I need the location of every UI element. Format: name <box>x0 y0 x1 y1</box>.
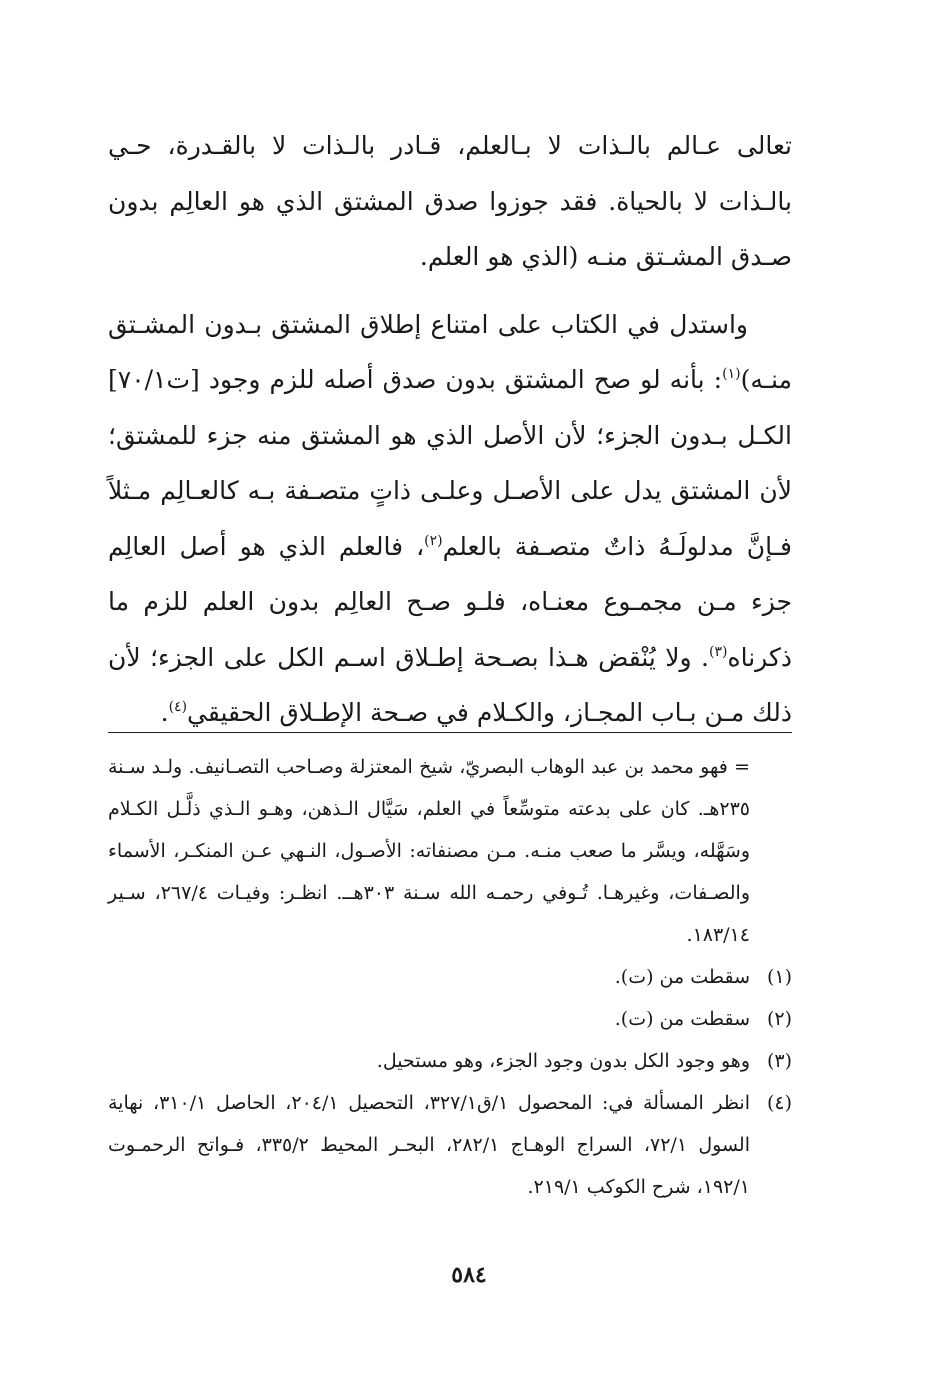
footnote-number: (٤) <box>766 1092 792 1114</box>
footnote-ref-3[interactable]: (٣) <box>709 643 728 660</box>
paragraph-2-text-b: : بأنه لو صح المشتق بدون صدق أصله للزم وجود [ت٧٠/١] الكـل بـدون الجزء؛ لأن الأصل الذي هو المشتق منه جزء للمشتق؛ لأن المشتق يدل على الأصـل وعلـى ذاتٍ متصـفة بـه كالعـالِم مـثلاً فـإنَّ مدلولَـهُ ذاتٌ متصـفة بالعلم <box>108 365 793 561</box>
footnote-4 <box>108 1082 792 1208</box>
paragraph-1 <box>108 118 792 285</box>
paragraph-2-text-a: واستدل في الكتاب على امتناع إطلاق المشتق بـدون المشـتق منـه) <box>108 309 792 394</box>
footnote-continuation: = فهو محمد بن عبد الوهاب البصريّ، شيخ المعتزلة وصـاحب التصـانيف. ولـد سـنة ٢٣٥هـ. كان على بدعته متوسِّعاً في العلم، سَيَّال الـذهن، وهـو الـذي ذلَّـل الكـلام وسَهَّله، ويسَّر ما صعب منـه. مـن مصنفاته: الأصـول، النـهي عـن المنكـر، الأسماء والصـفات، وغيرهـا. تُـوفي رحمـه الله سـنة ٣٠٣هــ. انظـر: وفيـات ٢٦٧/٤، سـير ١٨٣/١٤. <box>108 756 751 946</box>
footnote-text: انظر المسألة في: المحصول ١/ق٣٢٧/١، التحصيل ٢٠٤/١، الحاصل ٣١٠/١، نهاية السول ٧٢/١، السراج الوهـاج ٢٨٢/١، البحـر المحيط ٣٣٥/٢، فـواتح الرحمـوت ١٩٢/١، شرح الكوكب ٢١٩/١. <box>108 1092 751 1198</box>
paragraph-2-text-d: . ولا يُنْقض هـذا بصـحة إطـلاق اسـم الكل على الجزء؛ لأن ذلك مـن بـاب المجـاز، والكـلام في صـحة الإطـلاق الحقيقي <box>108 642 792 727</box>
footnote-3 <box>108 1040 792 1082</box>
footnote-2 <box>108 998 792 1040</box>
footnote-text: سقطت من (ت). <box>614 1008 750 1030</box>
footnote-text: سقطت من (ت). <box>614 966 750 988</box>
page-number: ٥٨٤ <box>451 1262 487 1288</box>
paragraph-2 <box>108 297 792 741</box>
footnote-ref-2[interactable]: (٢) <box>424 532 443 549</box>
footnotes <box>108 746 792 1208</box>
paragraph-2-text-c: ، فالعلم الذي هو أصل العالِم جزء مـن مجمـوع معنـاه، فلـو صـح العالِم بدون العلم للزم ما ذكرناه <box>108 531 792 672</box>
footnote-number: (٢) <box>766 1008 792 1030</box>
footnote-text: وهو وجود الكل بدون وجود الجزء، وهو مستحيل. <box>376 1050 750 1072</box>
paragraph-1-text: تعالى عـالم بالـذات لا بـالعلم، قـادر بالـذات لا بالقـدرة، حـي بالـذات لا بالحياة. فقد جوزوا صدق المشتق الذي هو العالِم بدون صـدق المشـتق منـه (الذي هو العلم. <box>108 131 792 271</box>
footnote-number: (١) <box>766 966 792 988</box>
footnote-1 <box>108 956 792 998</box>
footnote-ref-1[interactable]: (١) <box>722 366 741 382</box>
main-text <box>108 118 792 741</box>
paragraph-2-text-e: . <box>160 698 169 727</box>
footnote-number: (٣) <box>766 1050 792 1072</box>
footnote-divider <box>108 732 792 733</box>
footnote-ref-4[interactable]: (٤) <box>168 699 188 715</box>
